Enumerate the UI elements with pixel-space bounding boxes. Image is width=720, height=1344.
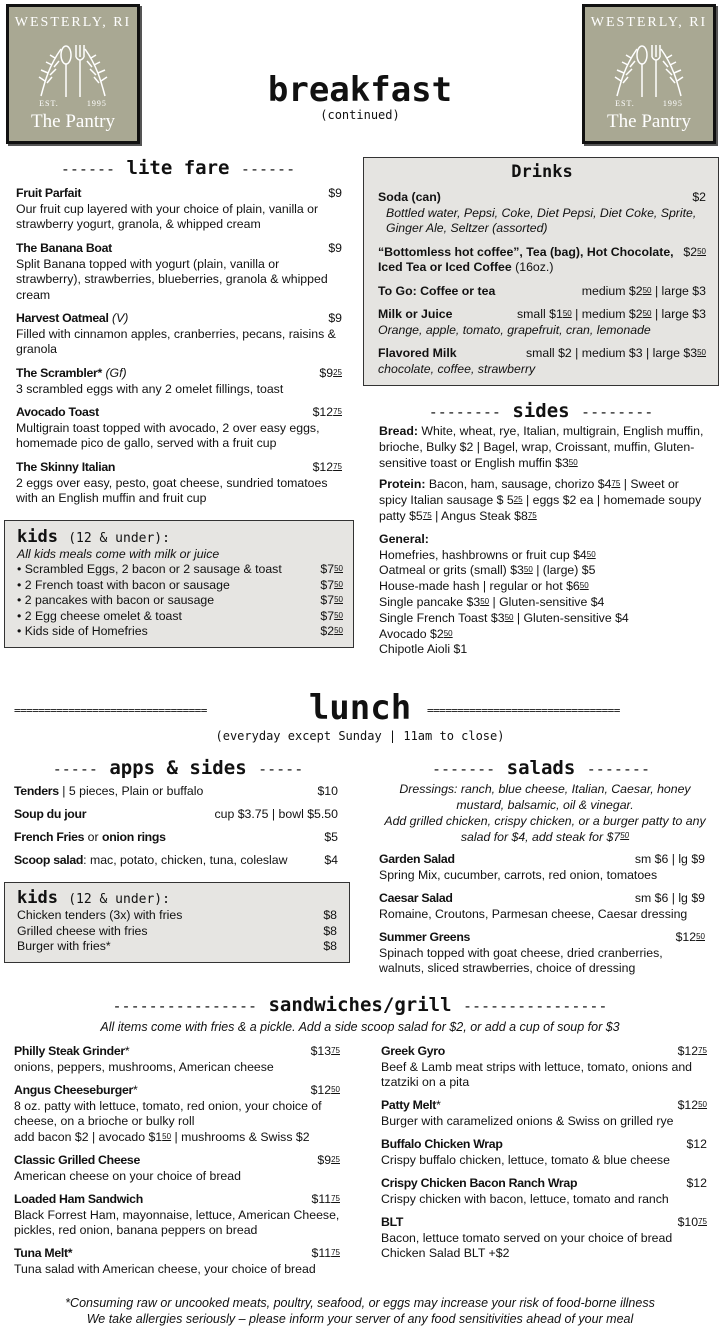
general-side: Homefries, hashbrowns or fruit cup $\$4^{50}$ [379,547,596,562]
item-desc: onions, peppers, mushrooms, American cheese [14,1059,274,1074]
sides-heading: -------- sides -------- [428,400,654,422]
sides-bread: Bread: White, wheat, rye, Italian, multigrain, English muffin, brioche, Bulky $2 | Bagel, wrap, Croissant, muffin, Gluten-sensitive toast or English muffin $\$3^{50}$ [379,424,704,470]
lunch-rule-right: ================================ [427,704,620,717]
item-price: $\$11^{75}$ [311,1192,340,1206]
app-name: Soup du jour [14,807,87,821]
sides-protein: Protein: Bacon, ham, sausage, chorizo $\$4^{75}$ | Sweet or spicy Italian sausage $ $5^{25}$ | eggs $2 ea | homemade soupy patty $\$5^{75}$ | Angus Steak $\$8^{75}$ [379,477,702,523]
item-price: $4 [324,853,338,867]
kids-list [17,562,343,640]
footer [0,1295,720,1327]
item-desc: Spring Mix, cucumber, carrots, red onion, tomatoes [379,867,658,882]
kids-item [17,562,343,578]
flavored-milk-desc: chocolate, coffee, strawberry [378,361,536,376]
drinks-box [363,157,719,386]
item-name: The Banana Boat [16,241,112,255]
item-price: sm $6 | lg $9 [634,852,705,866]
menu-item [16,241,342,303]
sandwiches-heading: ---------------- sandwiches/grill ---------------- [112,994,608,1016]
item-name: Avocado Toast [16,405,99,419]
lunch-kids-box [4,882,350,963]
item-desc: 2 eggs over easy, pesto, goat cheese, sundried tomatoes with an English muffin and fruit cup [16,475,328,505]
app-name-2: onion rings [102,830,166,844]
menu-item [16,366,342,397]
item-desc: Tuna salad with American cheese, your choice of bread [14,1261,316,1276]
sides-general-list [379,548,709,659]
kids-item-label: Chicken tenders (3x) with fries [17,908,183,922]
menu-item [14,1083,340,1145]
app-name: Scoop salad [14,853,84,867]
logo-town: WESTERLY, RI [590,15,708,30]
item-name: Tuna Melt* [14,1246,73,1260]
lunch-kids-item [17,908,337,924]
lunch-kids-title: kids [17,888,58,908]
item-price: sm $6 | lg $9 [634,891,705,905]
menu-item [379,930,705,977]
app-item: Scoop salad: mac, potato, chicken, tuna, coleslaw $4 [14,853,338,867]
item-desc: 3 scrambled eggs with any 2 omelet fillings, toast [16,381,284,396]
item-price: $9 [328,311,342,325]
item-desc: Crispy chicken with bacon, lettuce, tomato and ranch [381,1191,669,1206]
general-side: Chipotle Aioli $1 [379,642,468,657]
kids-title: kids [17,527,58,547]
general-side: Single pancake $\$3^{50}$ | Gluten-sensitive $4 [379,594,605,609]
item-desc: Spinach topped with goat cheese, dried cranberries, walnuts, sliced strawberries, choice of dressing [379,945,663,975]
sides-general-label: General: [379,531,429,546]
footer-warning: *Consuming raw or uncooked meats, poultry, seafood, or eggs may increase your risk of food-borne illness [65,1296,655,1310]
kids-item-label: • Kids side of Homefries [17,624,148,639]
iced-drinks: Iced Tea or Iced Coffee [378,260,512,274]
milk-desc: Orange, apple, tomato, grapefruit, cran, lemonade [378,322,651,337]
item-price: $8 [323,923,337,938]
menu-item [381,1176,707,1207]
kids-item [17,593,343,609]
menu-item [16,186,342,233]
kids-item-label: • 2 Egg cheese omelet & toast [17,608,182,623]
item-desc: Multigrain toast topped with avocado, 2 over easy eggs, homemade pico de gallo, served with a fruit cup [16,420,320,450]
item-extra: Chicken Salad BLT +$2 [381,1246,510,1260]
menu-item [381,1044,707,1091]
app-name: French Fries [14,830,85,844]
general-side: Single French Toast $\$3^{50}$ | Gluten-sensitive $4 [379,610,629,625]
menu-item [381,1215,707,1262]
lunch-rule-left: ================================ [14,704,207,717]
item-price: $\$2^{50}$ [320,624,343,639]
sandwiches-note: All items come with fries & a pickle. Add a side scoop salad for $2, or add a cup of soup for $3 [100,1020,620,1034]
item-desc: Our fruit cup layered with your choice of plain, vanilla or strawberry yogurt, granola, & whipped cream [16,201,319,231]
item-desc: Crispy buffalo chicken, lettuce, tomato & blue cheese [381,1152,670,1167]
kids-item-label: • Scrambled Eggs, 2 bacon or 2 sausage & toast [17,562,282,576]
general-side: Avocado $\$2^{50}$ [379,626,453,641]
item-desc: Beef & Lamb meat strips with lettuce, tomato, onions and tzatziki on a pita [381,1059,693,1089]
logo-name: The Pantry [31,111,115,132]
lunch-kids-list [17,908,337,955]
item-price: $\$7^{50}$ [320,562,343,576]
item-price: $\$10^{75}$ [677,1215,707,1229]
item-price: $\$12^{75}$ [312,405,342,419]
logo-left [6,4,140,144]
logo-year: 1995 [86,99,107,108]
logo-est: EST. [615,99,635,108]
togo-name: To Go: Coffee or tea [378,283,496,298]
item-price: $12 [686,1176,707,1190]
app-name: Tenders [14,784,59,798]
logo-right [582,4,716,144]
item-name: BLT [381,1215,404,1229]
item-price: $\$12^{50}$ [675,930,705,944]
kids-age: (12 & under): [68,531,170,546]
menu-item [379,852,705,883]
menu-item [14,1044,340,1075]
menu-item [16,311,342,358]
item-name: Philly Steak Grinder [14,1044,125,1058]
item-price: $\$7^{50}$ [320,608,343,623]
item-name: Loaded Ham Sandwich [14,1192,143,1206]
item-price: $8 [323,939,337,954]
item-name: Fruit Parfait [16,186,82,200]
item-price: $8 [323,908,337,922]
kids-item-label: Grilled cheese with fries [17,923,148,938]
item-price: $\$7^{50}$ [320,577,343,592]
apps-heading: ----- apps & sides ----- [52,757,304,779]
salads-heading: ------- salads ------- [432,757,650,779]
salads-dressings: Dressings: ranch, blue cheese, Italian, Caesar, honey mustard, balsamic, oil & vinegar. Add grilled chicken, crispy chicken, or a burger patty to any salad for $4, add steak for $\$7^{50}$ [384,782,706,844]
breakfast-subtitle: (continued) [320,108,400,122]
general-side: Oatmeal or grits (small) $\$3^{50}$ | (large) $5 [379,563,596,578]
item-name: Harvest Oatmeal [16,311,109,325]
item-star: * [436,1098,441,1112]
menu-item [381,1098,707,1129]
item-price: cup $3.75 | bowl $5.50 [214,807,338,821]
footer-allergy: We take allergies seriously – please inform your server of any food sensitivities ahead of your meal [86,1312,634,1326]
kids-item [17,624,343,640]
hot-price: $\$2^{50}$ [683,244,706,259]
item-tag: (Gf) [105,366,127,380]
app-item: Tenders | 5 pieces, Plain or buffalo $10 [14,784,338,798]
lunch-subtitle: (everyday except Sunday | 11am to close) [215,729,505,743]
item-name: Patty Melt [381,1098,437,1112]
item-name: Summer Greens [379,930,471,944]
general-side: House-made hash | regular or hot $\$6^{50}$ [379,579,589,594]
sides-content [379,424,709,658]
iced-size: (16oz.) [515,260,554,274]
item-desc: American cheese on your choice of bread [14,1168,241,1183]
kids-item [17,578,343,594]
item-price: $\$7^{50}$ [320,593,343,608]
item-price: $\$11^{75}$ [311,1246,340,1260]
item-name: Crispy Chicken Bacon Ranch Wrap [381,1176,578,1190]
item-price: $\$12^{50}$ [310,1083,340,1097]
item-name: Angus Cheeseburger [14,1083,133,1097]
kids-note: All kids meals come with milk or juice [17,547,220,561]
soda-desc: Bottled water, Pepsi, Coke, Diet Pepsi, Diet Coke, Sprite, Ginger Ale, Seltzer (assorted) [386,205,697,235]
utensils-icon [31,41,115,101]
item-price: $\$12^{50}$ [677,1098,707,1112]
flavored-milk-prices: small $2 | medium $3 | large $\$3^{50}$ [525,346,706,360]
item-price: $10 [317,784,338,798]
item-extra: add bacon $2 | avocado $\$1^{50}$ | mushrooms & Swiss $2 [14,1129,310,1144]
utensils-icon [607,41,691,101]
lite-fare-heading: ------ lite fare ------ [60,157,296,179]
menu-item [14,1246,340,1277]
menu-item [16,460,342,507]
item-name: Buffalo Chicken Wrap [381,1137,503,1151]
item-name: Greek Gyro [381,1044,445,1058]
item-price: $12 [686,1137,707,1151]
item-desc: Bacon, lettuce tomato served on your choice of bread [381,1230,673,1245]
app-item [14,807,338,823]
item-desc: Split Banana topped with yogurt (plain, vanilla or strawberry), strawberries, blueberries, granola & whipped cream [16,256,328,302]
item-name: The Scrambler* [16,366,103,380]
logo-town: WESTERLY, RI [14,15,132,30]
soda-price: $2 [692,190,706,204]
item-desc: Filled with cinnamon apples, cranberries, pecans, raisins & granola [16,326,336,356]
item-desc: Black Forrest Ham, mayonnaise, lettuce, American Cheese, pickles, red onion, banana peppers on bread [14,1207,340,1237]
breakfast-title: breakfast [267,70,453,110]
item-name: Garden Salad [379,852,455,866]
item-price: $9 [328,241,342,255]
item-price: $\$12^{75}$ [312,460,342,474]
item-star: * [132,1083,138,1097]
kids-item-label: Burger with fries* [17,939,111,954]
logo-name: The Pantry [607,111,691,132]
item-name: Caesar Salad [379,891,453,905]
lunch-kids-item [17,924,337,940]
drinks-title: Drinks [511,162,573,182]
logo-est: EST. [39,99,59,108]
flavored-milk-name: Flavored Milk [378,346,457,360]
menu-item [14,1192,340,1239]
menu-item [14,1153,340,1184]
menu-item [379,891,705,922]
togo-prices: medium $\$2^{50}$ | large $3 [581,283,706,298]
item-price: $\$12^{75}$ [677,1044,707,1058]
item-star: * [124,1044,130,1058]
item-desc: Romaine, Croutons, Parmesan cheese, Caesar dressing [379,906,688,921]
item-price: $\$13^{75}$ [310,1044,340,1058]
item-price: $5 [324,830,338,844]
item-name: The Skinny Italian [16,460,116,474]
menu-item [381,1137,707,1168]
item-tag: (V) [111,311,129,325]
lunch-title: lunch [308,688,412,728]
hot-drinks: “Bottomless hot coffee”, Tea (bag), Hot Chocolate, [378,244,674,259]
menu-item [16,405,342,452]
logo-year: 1995 [662,99,683,108]
breakfast-kids-box [4,520,354,648]
kids-item-label: • 2 pancakes with bacon or sausage [17,593,215,608]
item-desc: Burger with caramelized onions & Swiss on grilled rye [381,1113,674,1128]
item-price: $9 [328,186,342,200]
app-item: French Fries or onion rings $5 [14,830,338,844]
soda-name: Soda (can) [378,190,441,204]
kids-item-label: • 2 French toast with bacon or sausage [17,577,230,592]
item-desc: 8 oz. patty with lettuce, tomato, red onion, your choice of cheese, on a brioche or bulky roll [14,1098,322,1128]
lunch-kids-age: (12 & under): [68,892,170,907]
item-price: $\$9^{25}$ [319,366,342,380]
lunch-kids-item [17,939,337,955]
kids-item [17,609,343,625]
item-price: $\$9^{25}$ [317,1153,340,1167]
milk-name: Milk or Juice [378,307,453,321]
item-name: Classic Grilled Cheese [14,1153,141,1167]
milk-prices: small $\$1^{50}$ | medium $\$2^{50}$ | large $3 [517,307,706,321]
